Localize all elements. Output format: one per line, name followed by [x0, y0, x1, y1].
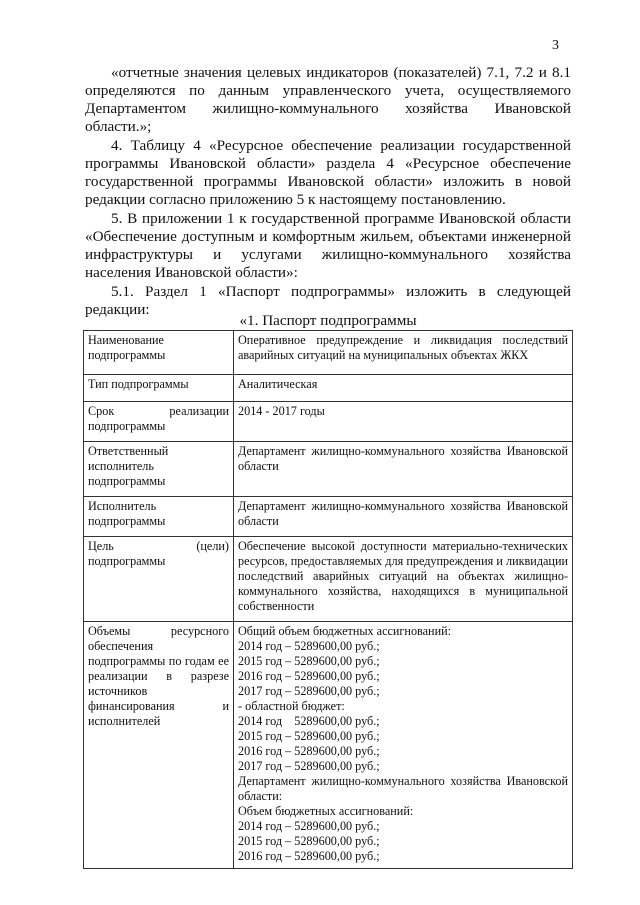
funding-line: 2016 год – 5289600,00 руб.;: [238, 849, 380, 863]
funding-line: - областной бюджет:: [238, 699, 345, 713]
row-label: Исполнитель подпрограммы: [84, 497, 234, 537]
funding-line: Общий объем бюджетных ассигнований:: [238, 624, 451, 638]
funding-line: 2016 год – 5289600,00 руб.;: [238, 744, 380, 758]
funding-line: Департамент жилищно-коммунального хозяйства Ивановской области:: [238, 774, 568, 803]
row-label: Цель (цели) подпрограммы: [84, 537, 234, 622]
table-row: [84, 402, 573, 442]
funding-line: 2014 год 5289600,00 руб.;: [238, 714, 380, 728]
row-label: Тип подпрограммы: [84, 375, 234, 402]
table-row: [84, 331, 573, 375]
paragraph-table4: 4. Таблицу 4 «Ресурсное обеспечение реализации государственной программы Ивановской области» раздела 4 «Ресурсное обеспечение государственной программы Ивановской области» изложить в новой редакции согласно приложению 5 к настоящему постановлению.: [85, 137, 571, 208]
paragraph-indicators: «отчетные значения целевых индикаторов (показателей) 7.1, 7.2 и 8.1 определяются по данным управленческого учета, осуществляемого Департаментом жилищно-коммунального хозяйства Ивановской области.»;: [85, 64, 571, 135]
funding-line: 2017 год – 5289600,00 руб.;: [238, 684, 380, 698]
page-number: 3: [552, 38, 559, 53]
funding-line: 2015 год – 5289600,00 руб.;: [238, 834, 380, 848]
table-row: [84, 375, 573, 402]
table-row: [84, 442, 573, 497]
funding-value: [234, 622, 573, 869]
funding-label: Объемы ресурсного обеспечения подпрограммы по годам ее реализации в разрезе источников финансирования и исполнителей: [84, 622, 234, 869]
paragraph-section1: 5.1. Раздел 1 «Паспорт подпрограммы» изложить в следующей редакции:: [85, 283, 571, 318]
table-title: «1. Паспорт подпрограммы: [239, 312, 417, 329]
subprogram-passport-table: [83, 330, 573, 869]
row-value: Обеспечение высокой доступности материально-технических ресурсов, предоставляемых для предупреждения и ликвидации последствий аварийных ситуаций на объектах жилищно-коммунального хозяйства, находящихся в муниципальной собственности: [234, 537, 573, 622]
funding-line: 2017 год – 5289600,00 руб.;: [238, 759, 380, 773]
funding-line: Объем бюджетных ассигнований:: [238, 804, 414, 818]
paragraph-appendix1: 5. В приложении 1 к государственной программе Ивановской области «Обеспечение доступным и комфортным жильем, объектами инженерной инфраструктуры и услугами жилищно-коммунального хозяйства населения Ивановской области»:: [85, 210, 571, 281]
row-value: Департамент жилищно-коммунального хозяйства Ивановской области: [234, 442, 573, 497]
row-label: Срок реализации подпрограммы: [84, 402, 234, 442]
funding-line: 2014 год – 5289600,00 руб.;: [238, 639, 380, 653]
row-value: Оперативное предупреждение и ликвидация последствий аварийных ситуаций на муниципальных объектах ЖКХ: [234, 331, 573, 375]
row-label: Наименование подпрограммы: [84, 331, 234, 375]
table-row: [84, 497, 573, 537]
row-label: Ответственный исполнитель подпрограммы: [84, 442, 234, 497]
table-row: [84, 537, 573, 622]
row-value: Департамент жилищно-коммунального хозяйства Ивановской области: [234, 497, 573, 537]
funding-line: 2015 год – 5289600,00 руб.;: [238, 654, 380, 668]
funding-line: 2014 год – 5289600,00 руб.;: [238, 819, 380, 833]
row-value: 2014 - 2017 годы: [234, 402, 573, 442]
funding-line: 2015 год – 5289600,00 руб.;: [238, 729, 380, 743]
table-row: [84, 622, 573, 869]
funding-line: 2016 год – 5289600,00 руб.;: [238, 669, 380, 683]
row-value: Аналитическая: [234, 375, 573, 402]
document-body: [85, 64, 571, 320]
